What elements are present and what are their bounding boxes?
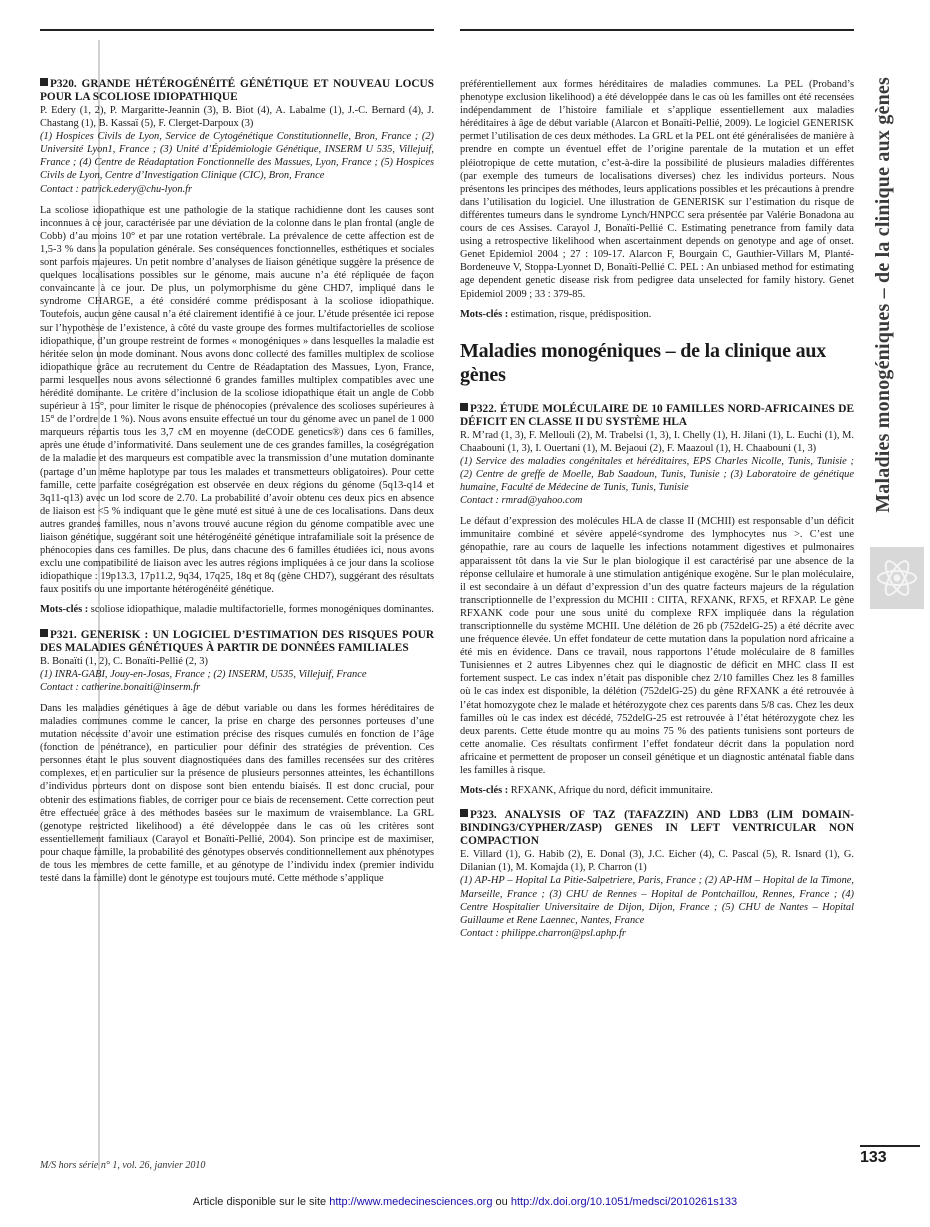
bullet-square-icon <box>460 403 468 411</box>
left-column <box>40 78 434 885</box>
top-rule-right <box>460 29 854 31</box>
abstract-affiliations: (1) INRA-GABI, Jouy-en-Josas, France ; (2) INSERM, U535, Villejuif, France <box>40 668 367 680</box>
abstract-p323 <box>460 809 854 940</box>
atom-icon-graphic <box>875 556 919 600</box>
atom-icon <box>870 547 924 609</box>
abstract-affiliations: (1) AP-HP – Hopital La Pitie-Salpetriere, Paris, France ; (2) AP-HM – Hopital de la Timone, Marseille, France ; (3) CHU de Rennes – Hopital de Pontchaillou, Rennes, France ; (4) Centre Hospitalier Universitaire de Dijon, Dijon, France ; (5) CHU de Nantes – Hopital Guillaume et Rene Laennec, Nantes, France <box>460 875 854 926</box>
abstract-authors: R. M’rad (1, 3), F. Mellouli (2), M. Trabelsi (1, 3), I. Chelly (1), H. Jilani (1), L. Euchi (1), M. Chaabouni (1, 3), I. Ouertani (1), M. Bejaoui (2), F. Maazoul (1), H. Chaabouni (1, 3) <box>460 429 854 454</box>
abstract-title: P321. GENERISK : UN LOGICIEL D’ESTIMATION DES RISQUES POUR DES MALADIES GÉNÉTIQUES À PARTIR DE DONNÉES FAMILIALES <box>40 628 434 654</box>
section-heading: Maladies monogéniques – de la clinique aux gènes <box>460 339 827 386</box>
abstract-title: P320. GRANDE HÉTÉROGÉNÉITÉ GÉNÉTIQUE ET NOUVEAU LOCUS POUR LA SCOLIOSE IDIOPATHIQUE <box>40 78 434 103</box>
abstract-keywords: Mots-clés : estimation, risque, prédisposition. <box>460 308 652 320</box>
sidebar-vertical-title: Maladies monogéniques – de la clinique aux gènes <box>871 77 894 513</box>
abstract-authors: P. Edery (1, 2), P. Margaritte-Jeannin (3), B. Biot (4), A. Labalme (1), J.-C. Bernard (4), J. Chastang (1), B. Kassaï (5), F. Clerget-Darpoux (3) <box>40 105 434 130</box>
abstract-authors: B. Bonaïti (1, 2), C. Bonaïti-Pellié (2, 3) <box>40 655 208 667</box>
doi-link[interactable]: http://dx.doi.org/10.1051/medsci/2010261s133 <box>510 1196 738 1208</box>
abstract-body: Dans les maladies génétiques à âge de début variable ou dans les formes héréditaires de maladies communes comme le cancer, la prise en charge des personnes porteuses d’une mutation nécessite d’avoir une estimation précise des risques cumulés en fonction de l’âge (fonction de pénétrance), en particulier pour définir des stratégies de prévention. Ces personnes étant le plus souvent diagnostiquées dans des familles recensées sur des critères complexes, et en particulier sur la présence de plusieurs personnes atteintes, les échantillons d’individus porteurs dont on dispose sont bien entendu biaisés. Il est donc crucial, pour obtenir des estimations fiables, de corriger pour ce biais de recensement. Cette correction peut être effectuée grâce à des méthodes basées sur le maximum de vraisemblance. La GRL (genotype restricted likelihood) a été développée dans le cas où les critères sont essentiellement familiaux (Carayol et Bonaïti-Pellié, 2004). Son principe est de maximiser, pour chaque famille, la probabilité des génotypes observés conditionnellement aux phénotypes de tous les membres de cette famille, et au génotype de l’individu index (premier individu testé dans la famille) dont le génotype est toujours muté. Cette méthode s’applique <box>40 702 434 885</box>
page-number: 133 <box>860 1145 920 1167</box>
abstract-keywords: Mots-clés : RFXANK, Afrique du nord, déficit immunitaire. <box>460 785 713 797</box>
abstract-p320 <box>40 78 434 617</box>
abstract-authors: E. Villard (1), G. Habib (2), E. Donal (3), J.C. Eicher (4), C. Pascal (5), R. Isnard (1), G. Dilanian (1), M. Komajda (1), P. Charron (1) <box>460 849 854 874</box>
abstract-title: P323. ANALYSIS OF TAZ (TAFAZZIN) AND LDB3 (LIM DOMAIN-BINDING3/CYPHER/ZASP) GENES IN LEFT VENTRICULAR NON COMPACTION <box>460 809 854 848</box>
abstract-p321 <box>40 629 434 886</box>
bullet-square-icon <box>40 78 48 86</box>
journal-reference: M/S hors série n° 1, vol. 26, janvier 2010 <box>40 1160 206 1171</box>
abstract-affiliations: (1) Hospices Civils de Lyon, Service de Cytogénétique Constitutionnelle, Bron, France ; (2) Université Lyon1, France ; (3) Unité d’Épidémiologie Génétique, INSERM U 535, Villejuif, France ; (4) Centre de Réadaptation Fonctionnelle des Massues, Lyon, France ; (5) Hospices Civils de Lyon, Centre d’Investigation Clinique (CIC), Bron, France <box>40 131 434 182</box>
right-column <box>460 78 854 940</box>
bullet-square-icon <box>460 809 468 817</box>
abstract-title: P322. ÉTUDE MOLÉCULAIRE DE 10 FAMILLES NORD-AFRICAINES DE DÉFICIT EN CLASSE II DU SYSTÈME HLA <box>460 402 854 428</box>
availability-footer: Article disponible sur le site http://www.medecinesciences.org ou http://dx.doi.org/10.1051/medsci/2010261s133 <box>192 1196 738 1208</box>
abstract-contact: Contact : philippe.charron@psl.aphp.fr <box>460 927 626 939</box>
abstract-contact: Contact : patrick.edery@chu-lyon.fr <box>40 183 193 195</box>
abstract-body: Le défaut d’expression des molécules HLA de classe II (MCHII) est responsable d’un déficit immunitaire combiné et sévère appelé<syndrome des lymphocytes nus >. C’est une génopathie, rare au cours de laquelle les infections notamment digestives et pulmonaires apparaissent tôt dans la vie Sur le plan biologique il est caractérisé par une absence de la réponse cellulaire et humorale à une stimulation antigénique exogène. Sur le plan moléculaire, il est secondaire à un défaut d’expression d’un des quatre facteurs majeurs de la régulation transcriptionnelle de l’expression du MCHII : CIITA, RFXANK, RFX5, et RFXAP. Le gène RFXANK code pour une sous unité du complexe RFX impliquée dans la régulation transcriptionnelle du système MCHII. Une délétion de 26 pb (752delG-25) a été décrite avec une fréquence élevée. Un effet fondateur de cette mutation dans la population nord africaine a été mis en évidence. Dans ce travail, nous rapportons l’étude moléculaire de 8 familles Tunisiennes et 2 autres Libyennes chez qui le diagnostic de déficit en MHC class II est fortement suspect. Le cas index n’était pas disponible chez 2/10 familles Chez les 8 familles où le cas index est disponible, la délétion (752delG-25) du gène RFXANK a été retrouvée à l’état homozygote chez le malade et hétérozygote chez ces parents dans 5/8 cas. Chez les deux familles où le cas index est décédé, 752delG-25 est retrouvée à l’état hétérozygote chez les deux parents. Cette étude montre qu au moins 75 % des patients tunisiens sont porteurs de cette anomalie. Ces résultats confirment l’effet fondateur décrit dans la population nord africaine et permettent de proposer un conseil génétique et un diagnostic anténatal fiable dans les familles à risque. <box>460 516 854 777</box>
abstract-contact: Contact : catherine.bonaiti@inserm.fr <box>40 681 201 693</box>
bullet-square-icon <box>40 629 48 637</box>
abstract-affiliations: (1) Service des maladies congénitales et héréditaires, EPS Charles Nicolle, Tunis, Tunisie ; (2) Centre de greffe de Moelle, Bab Saadoun, Tunis, Tunisie ; (3) Laboratoire de génétique humaine, Faculté de Médecine de Tunis, Tunis, Tunisie <box>460 455 854 494</box>
abstract-keywords: Mots-clés : scoliose idiopathique, maladie multifactorielle, formes monogéniques dominantes. <box>40 604 434 616</box>
abstract-contact: Contact : rmrad@yahoo.com <box>460 495 583 507</box>
abstract-p322 <box>460 403 854 798</box>
abstract-body: La scoliose idiopathique est une pathologie de la statique rachidienne dont les causes sont inconnues à ce jour, caractérisée par une déviation de la colonne dans le plan frontal (angle de Cobb) d’au moins 10° et par une rotation vertébrale. La prévalence de cette affection est de 1,5-3 % dans la population générale. Ses conséquences fonctionnelles, esthétiques et sociales sont parfois majeures. Un petit nombre d’analyses de liaison génétique suggère la présence de quelques localisations possibles sur le génome, mais aucune n’a été répliquée de façon convaincante à ce jour. De plus, un polymorphisme du gène CHD7, impliqué dans le syndrome CHARGE, a été considéré comme prédisposant à la scoliose idiopathique. Toutefois, aucun gène causal n’a été clairement identifié à ce jour. L’étude présentée ici repose sur l’hypothèse de l’existence, à côté du vaste groupe des formes multifactorielles de scoliose idiopathique, d’un groupe restreint de formes « monogéniques » dans lesquelles la maladie est héritée selon un mode dominant. Nous avons donc collecté des familles multiplex de scoliose idiopathique grâce au recrutement du Centre de Réadaptation des Massues, Lyon, France, parmi lesquelles nous avons sélectionné 6 grandes familles multiplex compatibles avec une hérédité dominante. Le critère d’inclusion de la scoliose idiopathique était un angle de Cobb supérieur à 15°, pour limiter le risque de phénocopies (prévalence des scolioses supérieures à 15° de l’ordre de 1 %). Nous avons ensuite effectué un tour du génome avec un panel de 1 000 marqueurs répartis tous les 3,7 cM en moyenne (deCODE genetics®) dans ces 6 familles, après une étude d’informativité. Dans seulement une de ces grandes familles, la coségrégation de la maladie et des marqueurs est compatible avec la transmission d’une mutation dominante (partage d’un même haplotype par tous les malades et transmetteurs obligatoires). Pour cette famille, cette parfaite coségrégation est observée en deux régions du génome (5q13-q14 et 3q11-q13) avec un lod score de 2.70. La probabilité d’avoir obtenu ces deux pics en absence de liaison est <5 % indiquant que le gène muté est situé à une de ces localisations. Dans deux autres grandes familles, nous n’avons trouvé aucune région du génome compatible avec une liaison génétique, suggérant soit une hétérogénéité génétique intrafamiliale soit la présence de phénocopies dans ces familles. De plus, dans chacune des 6 familles étudiées ici, nous avons exclu une compatibilité de liaison avec les autres régions impliquées à ce jour dans la scoliose idiopathique : 19p13.3, 17p11.2, 9q34, 17q25, 18q et 8q (gène CHD7), suggérant des résultats faux positifs ou une importante hétérogénéité génétique. <box>40 204 434 596</box>
site-link[interactable]: http://www.medecinesciences.org <box>329 1196 493 1208</box>
abstract-p321-continued: préférentiellement aux formes héréditaires de maladies communes. La PEL (Proband’s phenotype exclusion likelihood) a été développée dans le cas où les familles ont été recensées indépendamment de l’histoire familiale et s’applique essentiellement aux maladies héréditaires à âge de début variable (Alarcon et Bonaïti-Pellié, 2009). Le logiciel GENERISK permet l’utilisation de ces deux méthodes. La GRL et la PEL ont été généralisées de manière à prendre en compte un éventuel effet de l’origine parentale de la mutation et un effet pléiotropique de cette mutation, c’est-à-dire la possibilité de plusieurs maladies différentes (par exemple des tumeurs de localisations diverses) chez les individus porteurs. Nous présentons les principes des méthodes, leurs applications possibles et les précautions à prendre dans l’utilisation du logiciel. Une illustration de GENERISK sur l’estimation du risque de différentes tumeurs dans le syndrome Lynch/HNPCC sera présentée par Valérie Bonadona au cours de ces Assises. Carayol J, Bonaïti-Pellié C. Estimating penetrance from family data using a retrospective likelihood when ascertainment depends on genotype and age of onset. Genet Epidemiol 2004 ; 27 : 109-17. Alarcon F, Bourgain C, Gauthier-Villars M, Planté-Bordeneuve V, Stoppa-Lyonnet D, Bonaïti-Pellié C. PEL : An unbiased method for estimating age dependent genetic disease risk from pedigree data unselected for family history. Genet Epidemiol 2009 ; 33 : 379-85. <box>460 79 854 300</box>
top-rule-left <box>40 29 434 31</box>
